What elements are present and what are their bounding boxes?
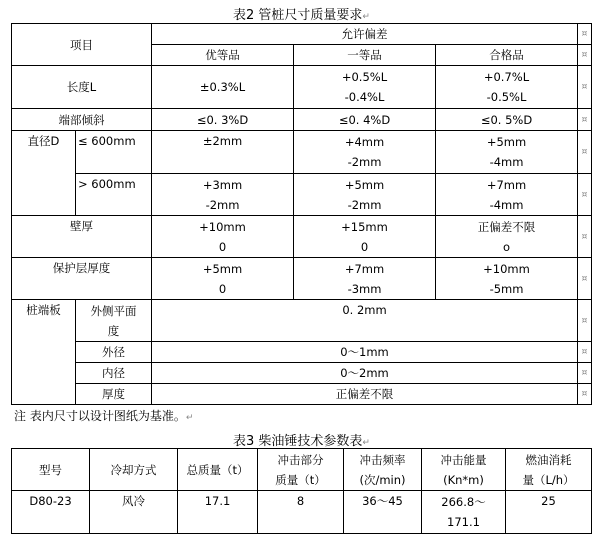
cell-value: ≤0. 4%D	[294, 109, 436, 131]
cell-value: 0. 2mm	[152, 300, 578, 342]
cell-value: +7mm -3mm	[294, 258, 436, 300]
cell-model: D80-23	[12, 491, 90, 534]
header-total-mass: 总质量（t）	[178, 449, 258, 491]
cell-value: +0.7%L -0.5%L	[436, 66, 578, 109]
cell-value: 0～2mm	[152, 363, 578, 384]
table3-title: 表3 柴油锤技术参数表↵	[233, 434, 370, 449]
header-fuel: 燃油消耗 量（L/h）	[506, 449, 592, 491]
header-cooling: 冷却方式	[90, 449, 178, 491]
cell-value: ±2mm	[152, 131, 294, 174]
cell-impact-mass: 8	[258, 491, 344, 534]
plate-item: 外径	[76, 342, 152, 363]
header-model: 型号	[12, 449, 90, 491]
header-item: 项目	[12, 24, 152, 66]
cell-fuel: 25	[506, 491, 592, 534]
cell-value: +5mm -4mm	[436, 131, 578, 174]
row-label-length: 长度L	[12, 66, 152, 109]
header-impact-energy: 冲击能量 (Kn*m)	[422, 449, 506, 491]
cell-value: +5mm 0	[152, 258, 294, 300]
cell-impact-energy: 266.8～ 171.1	[422, 491, 506, 534]
cell-value: 0～1mm	[152, 342, 578, 363]
cell-value: +4mm -2mm	[294, 131, 436, 174]
plate-item: 内径	[76, 363, 152, 384]
table3	[11, 448, 592, 534]
cell-value: +3mm -2mm	[152, 174, 294, 216]
cell-total-mass: 17.1	[178, 491, 258, 534]
row-label-diameter: 直径D	[12, 131, 76, 216]
row-label-wall: 壁厚	[12, 216, 152, 258]
cell-value: ≤0. 3%D	[152, 109, 294, 131]
cell-value: 正偏差不限 o	[436, 216, 578, 258]
diameter-condition: ≤ 600mm	[76, 131, 152, 174]
diameter-condition: > 600mm	[76, 174, 152, 216]
cell-cooling: 风冷	[90, 491, 178, 534]
table2-title: 表2 管桩尺寸质量要求↵	[233, 8, 370, 23]
cell-value: +15mm 0	[294, 216, 436, 258]
table2: 项目 允许偏差 ¤ 优等品 一等品 合格品 ¤ 长度L ±0.3%L +0.5%L -0.4%L +0.7%L -0.5%L ¤ 端部倾斜 ≤0. 3%D ≤0. 4%D ≤0. 5%D ¤ 直径D ≤ 600mm ±2mm +4mm -2mm +5mm -4mm ¤ > 600mm +3mm -2mm +5mm -2mm +7mm -4mm ¤ 壁厚 +10mm 0 +15mm 0 正偏差不限 o ¤ 保护层厚度 +5mm 0 +7mm -3mm +10mm -5mm ¤ 桩端板 外侧平面 度 0. 2mm ¤ 外径 0～1mm ¤ 内径 0～2mm ¤ 厚度 正偏差不限 ¤	[11, 23, 592, 405]
table2-note: 注 表内尺寸以设计图纸为基准。↵	[14, 409, 194, 423]
plate-item: 外侧平面 度	[76, 300, 152, 342]
cell-impact-freq: 36～45	[344, 491, 422, 534]
row-label-end-tilt: 端部倾斜	[12, 109, 152, 131]
cell-value: +10mm 0	[152, 216, 294, 258]
header-allowed-deviation: 允许偏差	[152, 24, 578, 45]
header-grade: 合格品	[436, 45, 578, 66]
cell-value: ≤0. 5%D	[436, 109, 578, 131]
cell-value: 正偏差不限	[152, 384, 578, 405]
cell-value: ±0.3%L	[152, 66, 294, 109]
row-label-cover: 保护层厚度	[12, 258, 152, 300]
header-impact-mass: 冲击部分 质量（t）	[258, 449, 344, 491]
cell-value: +10mm -5mm	[436, 258, 578, 300]
header-grade: 优等品	[152, 45, 294, 66]
cell-value: +7mm -4mm	[436, 174, 578, 216]
plate-item: 厚度	[76, 384, 152, 405]
cell-value: +0.5%L -0.4%L	[294, 66, 436, 109]
cell-value: +5mm -2mm	[294, 174, 436, 216]
header-impact-freq: 冲击频率 (次/min)	[344, 449, 422, 491]
header-grade: 一等品	[294, 45, 436, 66]
row-label-pile-end-plate: 桩端板	[12, 300, 76, 405]
